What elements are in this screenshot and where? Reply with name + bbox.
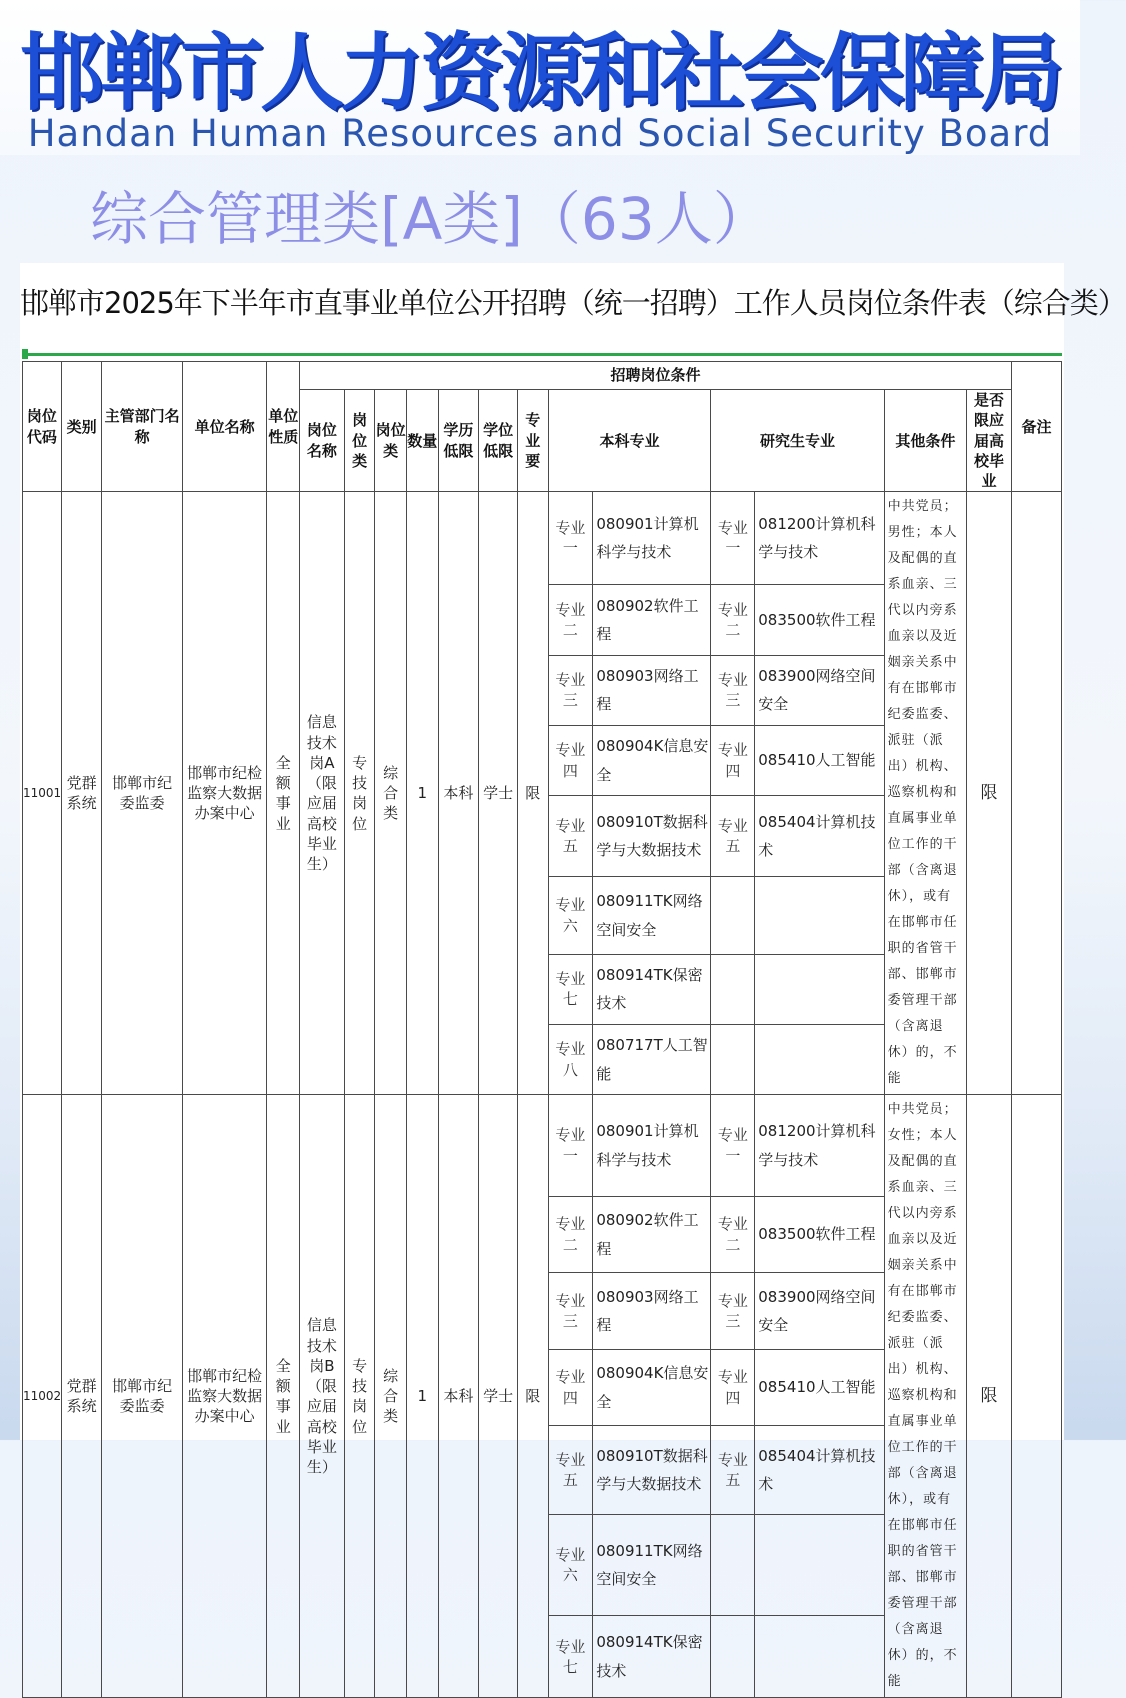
cell-undergrad-label: 专业三 xyxy=(548,655,593,725)
cell-grad-label xyxy=(711,954,755,1024)
cell-major-limit: 限 xyxy=(517,1095,548,1698)
header-quantity: 数量 xyxy=(406,390,438,492)
cell-undergrad-major: 080902软件工程 xyxy=(593,585,711,655)
table-row xyxy=(23,492,1062,585)
cell-grad-major xyxy=(755,954,884,1024)
cell-quantity: 1 xyxy=(406,492,438,1095)
cell-grad-major: 085410人工智能 xyxy=(755,1349,884,1426)
cell-grad-major xyxy=(755,877,884,954)
cell-undergrad-label: 专业二 xyxy=(548,585,593,655)
cell-undergrad-label: 专业七 xyxy=(548,1616,593,1698)
cell-grad-major: 085404计算机技术 xyxy=(755,1426,884,1514)
header-edu-min: 学历低限 xyxy=(438,390,479,492)
cell-grad-label: 专业二 xyxy=(711,1196,755,1273)
cell-grad-major xyxy=(755,1616,884,1698)
cell-grad-label: 专业一 xyxy=(711,1095,755,1197)
cell-other-conditions: 中共党员；女性；本人及配偶的直系血亲、三代以内旁系血亲以及近姻亲关系中有在邯郸市纪委监委、派驻（派出）机构、巡察机构和直属事业单位工作的干部（含离退休），或有在邯郸市任职的省管干部、邯郸市委管理干部（含离退休）的，不能 xyxy=(884,1095,967,1698)
bureau-name-cn: 邯郸市人力资源和社会保障局 xyxy=(19,23,1060,122)
section-heading: 综合管理类[A类]（63人） xyxy=(90,185,771,253)
cell-undergrad-major: 080902软件工程 xyxy=(593,1196,711,1273)
cell-grad-label: 专业三 xyxy=(711,1273,755,1350)
cell-grad-major xyxy=(755,1514,884,1616)
cell-unit-name: 邯郸市纪检监察大数据办案中心 xyxy=(182,492,267,1095)
cell-undergrad-label: 专业八 xyxy=(548,1024,593,1094)
cell-grad-label: 专业三 xyxy=(711,655,755,725)
cell-undergrad-major: 080911TK网络空间安全 xyxy=(593,877,711,954)
cell-grad-major: 085404计算机技术 xyxy=(755,796,884,877)
cell-position-type: 综合类 xyxy=(375,492,407,1095)
cell-unit-nature: 全额事业 xyxy=(267,1095,300,1698)
cell-grad-major: 083500软件工程 xyxy=(755,1196,884,1273)
cell-undergrad-label: 专业一 xyxy=(548,492,593,585)
cell-undergrad-major: 080911TK网络空间安全 xyxy=(593,1514,711,1616)
header-other-conditions: 其他条件 xyxy=(884,390,967,492)
cell-grad-major: 083500软件工程 xyxy=(755,585,884,655)
header-unit-name: 单位名称 xyxy=(182,362,267,492)
cell-grad-label: 专业五 xyxy=(711,1426,755,1514)
cell-grad-label: 专业二 xyxy=(711,585,755,655)
cell-undergrad-label: 专业四 xyxy=(548,725,593,795)
cell-unit-name: 邯郸市纪检监察大数据办案中心 xyxy=(182,1095,267,1698)
cell-grad-major: 085410人工智能 xyxy=(755,725,884,795)
cell-fresh-grad: 限 xyxy=(967,1095,1012,1698)
cell-position-class: 专技岗位 xyxy=(344,492,375,1095)
cell-undergrad-major: 080717T人工智能 xyxy=(593,1024,711,1094)
header-grad-major: 研究生专业 xyxy=(711,390,884,492)
header-undergrad-major: 本科专业 xyxy=(548,390,711,492)
cell-undergrad-label: 专业二 xyxy=(548,1196,593,1273)
cell-grad-label: 专业四 xyxy=(711,1349,755,1426)
cell-edu-min: 本科 xyxy=(438,1095,479,1698)
header-fresh-grad: 是否限应届高校毕业 xyxy=(967,390,1012,492)
position-table xyxy=(22,361,1062,1698)
cell-undergrad-label: 专业一 xyxy=(548,1095,593,1197)
cell-grad-major: 081200计算机科学与技术 xyxy=(755,1095,884,1197)
cell-position-name: 信息技术岗B（限应届高校毕业生） xyxy=(300,1095,345,1698)
cell-remarks xyxy=(1011,492,1061,1095)
cell-position-code: 11002 xyxy=(23,1095,62,1698)
header-position-code: 岗位代码 xyxy=(23,362,62,492)
cell-degree-min: 学士 xyxy=(479,492,518,1095)
header-unit-nature: 单位性质 xyxy=(267,362,300,492)
cell-grad-major: 083900网络空间安全 xyxy=(755,655,884,725)
cell-undergrad-major: 080903网络工程 xyxy=(593,655,711,725)
cell-undergrad-major: 080904K信息安全 xyxy=(593,725,711,795)
header-banner xyxy=(0,0,1080,155)
header-position-type: 岗位类 xyxy=(375,390,407,492)
cell-undergrad-label: 专业五 xyxy=(548,1426,593,1514)
cell-undergrad-major: 080904K信息安全 xyxy=(593,1349,711,1426)
cell-position-class: 专技岗位 xyxy=(344,1095,375,1698)
cell-undergrad-major: 080901计算机科学与技术 xyxy=(593,492,711,585)
cell-grad-major xyxy=(755,1024,884,1094)
title-divider xyxy=(22,353,1062,356)
header-position-class: 岗位类 xyxy=(344,390,375,492)
cell-grad-label xyxy=(711,1024,755,1094)
cell-grad-label: 专业五 xyxy=(711,796,755,877)
document-sheet xyxy=(20,263,1126,1690)
cell-dept: 邯郸市纪委监委 xyxy=(102,1095,182,1698)
cell-category: 党群系统 xyxy=(61,492,102,1095)
cell-fresh-grad: 限 xyxy=(967,492,1012,1095)
cell-undergrad-label: 专业六 xyxy=(548,1514,593,1616)
cell-undergrad-label: 专业七 xyxy=(548,954,593,1024)
table-body xyxy=(23,492,1062,1698)
cell-major-limit: 限 xyxy=(517,492,548,1095)
header-degree-min: 学位低限 xyxy=(479,390,518,492)
bureau-name-en: Handan Human Resources and Social Security Board xyxy=(27,112,1053,155)
cell-grad-label: 专业一 xyxy=(711,492,755,585)
cell-undergrad-label: 专业四 xyxy=(548,1349,593,1426)
cell-category: 党群系统 xyxy=(61,1095,102,1698)
header-remarks: 备注 xyxy=(1011,362,1061,492)
cell-edu-min: 本科 xyxy=(438,492,479,1095)
header-position-name: 岗位名称 xyxy=(300,390,345,492)
header-dept: 主管部门名称 xyxy=(102,362,182,492)
cell-undergrad-label: 专业六 xyxy=(548,877,593,954)
cell-unit-nature: 全额事业 xyxy=(267,492,300,1095)
cell-grad-label: 专业四 xyxy=(711,725,755,795)
cell-grad-label xyxy=(711,1616,755,1698)
header-category: 类别 xyxy=(61,362,102,492)
cell-other-conditions: 中共党员；男性；本人及配偶的直系血亲、三代以内旁系血亲以及近姻亲关系中有在邯郸市纪委监委、派驻（派出）机构、巡察机构和直属事业单位工作的干部（含离退休），或有在邯郸市任职的省管干部、邯郸市委管理干部（含离退休）的，不能 xyxy=(884,492,967,1095)
cell-grad-label xyxy=(711,1514,755,1616)
cell-undergrad-major: 080910T数据科学与大数据技术 xyxy=(593,1426,711,1514)
cell-undergrad-major: 080901计算机科学与技术 xyxy=(593,1095,711,1197)
cell-quantity: 1 xyxy=(406,1095,438,1698)
cell-undergrad-major: 080914TK保密技术 xyxy=(593,954,711,1024)
cell-undergrad-label: 专业五 xyxy=(548,796,593,877)
cell-dept: 邯郸市纪委监委 xyxy=(102,492,182,1095)
cell-position-code: 11001 xyxy=(23,492,62,1095)
cell-remarks xyxy=(1011,1095,1061,1698)
cell-position-name: 信息技术岗A（限应届高校毕业生） xyxy=(300,492,345,1095)
cell-degree-min: 学士 xyxy=(479,1095,518,1698)
header-major-limit: 专业要 xyxy=(517,390,548,492)
header-conditions-group: 招聘岗位条件 xyxy=(300,362,1012,390)
cell-grad-major: 081200计算机科学与技术 xyxy=(755,492,884,585)
cell-grad-major: 083900网络空间安全 xyxy=(755,1273,884,1350)
cell-undergrad-label: 专业三 xyxy=(548,1273,593,1350)
table-row xyxy=(23,1095,1062,1197)
cell-undergrad-major: 080914TK保密技术 xyxy=(593,1616,711,1698)
cell-undergrad-major: 080910T数据科学与大数据技术 xyxy=(593,796,711,877)
cell-position-type: 综合类 xyxy=(375,1095,407,1698)
cell-undergrad-major: 080903网络工程 xyxy=(593,1273,711,1350)
cell-grad-label xyxy=(711,877,755,954)
document-title: 邯郸市2025年下半年市直事业单位公开招聘（统一招聘）工作人员岗位条件表（综合类） xyxy=(20,286,1126,320)
